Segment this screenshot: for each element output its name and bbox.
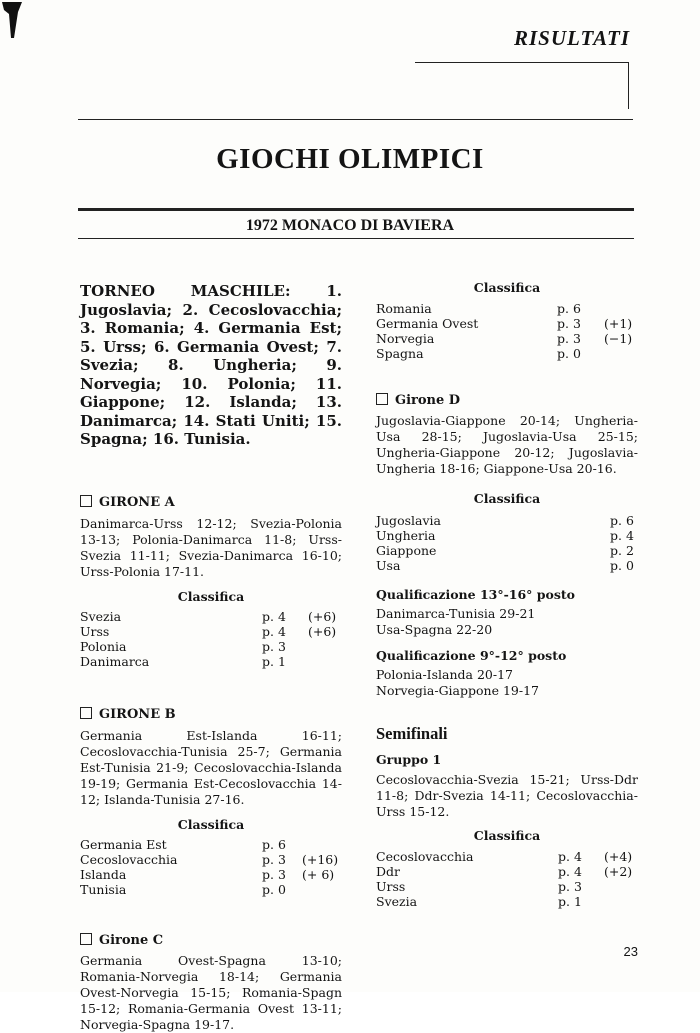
page-title: GIOCHI OLIMPICI [216,143,484,175]
goal-difference: (+2) [604,864,633,879]
checkbox-square-icon [80,933,92,945]
team-points: p. 2 [610,543,634,558]
girone-d-label: Girone D [395,393,461,408]
team-name: Svezia [376,894,418,909]
team-points: p. 3 [557,331,581,346]
team-points: p. 1 [558,894,582,909]
header-rule [78,119,633,120]
team-points: p. 4 [262,623,286,639]
girone-b-label: GIRONE B [99,706,176,722]
girone-a-label: GIRONE A [99,494,175,510]
goal-difference: (+6) [308,623,337,639]
goal-difference: (+ 6) [302,866,335,882]
team-name: Ungheria [376,528,436,543]
girone-b-heading [80,707,342,723]
team-name: Germania Est [80,836,167,852]
team-name: Urss [376,879,406,894]
gruppo-1-classifica-title: Classifica [473,828,541,843]
title-rule-bottom [78,238,634,239]
standings-row [80,837,342,852]
page-number: 23 [623,944,638,959]
title-rule-top [78,208,634,211]
team-points: p. 4 [558,864,582,879]
goal-difference: (+16) [302,851,339,867]
team-points: p. 4 [558,849,582,864]
team-name: Svezia [80,608,122,624]
goal-difference: (+1) [604,316,633,331]
girone-d-heading [376,393,638,409]
team-points: p. 3 [262,638,286,654]
torneo-maschile: TORNEO MASCHILE: 1. Jugoslavia; 2. Cecoslovacchia; 3. Romania; 4. Germania Est; 5. Urss; 6. Germania Ovest; 7. Svezia; 8. Ungheria; 9. Norvegia; 10. Polonia; 11. Giappone; 12. Islanda; 13. Danimarca; 14. Stati Uniti; 15. Spagna; 16. Tunisia. [80,282,342,448]
team-name: Spagna [376,346,424,361]
header-frame [415,62,629,109]
team-points: p. 3 [557,316,581,331]
team-points: p. 0 [262,881,286,897]
team-name: Jugoslavia [376,513,441,528]
right-column [376,280,638,909]
team-name: Tunisia [80,881,127,897]
girone-a-standings [80,609,342,669]
girone-c-results: Germania Ovest-Spagna 13-10; Romania-Norvegia 18-14; Germania Ovest-Norvegia 15-15; Romania-Spagn 15-12; Romania-Germania Ovest 13-11; Norvegia-Spagna 19-17. [80,952,342,1032]
team-points: p. 3 [262,866,286,882]
girone-c-label: Girone C [99,932,164,948]
team-name: Germania Ovest [376,316,479,331]
girone-c-classifica-title: Classifica [473,280,541,295]
gruppo-1-standings [376,849,638,909]
girone-b-classifica-title: Classifica [177,816,245,832]
team-name: Urss [80,623,110,639]
standings-row [80,609,342,624]
girone-c-heading [80,933,342,949]
girone-d-classifica-title: Classifica [473,491,541,506]
qual-9-12-line: Polonia-Islanda 20-17 [376,667,513,682]
team-name: Usa [376,558,401,573]
standings-row [80,654,342,669]
team-points: p. 4 [262,608,286,624]
team-points: p. 1 [262,653,286,669]
qual-9-12-line: Norvegia-Giappone 19-17 [376,683,539,698]
team-name: Cecoslovacchia [80,851,178,867]
goal-difference: (−1) [604,331,633,346]
standings-row [80,867,342,882]
standings-row [376,864,638,879]
team-name: Giappone [376,543,437,558]
team-points: p. 6 [610,513,634,528]
goal-difference: (+6) [308,608,337,624]
standings-row [376,528,638,543]
team-name: Polonia [80,638,127,654]
standings-row [80,639,342,654]
team-points: p. 6 [557,301,581,316]
standings-row [80,882,342,897]
girone-c-standings [376,301,638,361]
standings-row [376,316,638,331]
standings-row [376,543,638,558]
team-points: p. 0 [557,346,581,361]
team-name: Cecoslovacchia [376,849,474,864]
girone-d-results: Jugoslavia-Giappone 20-14; Ungheria-Usa 28-15; Jugoslavia-Usa 25-15; Ungheria-Giappone 20-12; Jugoslavia-Ungheria 18-16; Giappone-Usa 20-16. [376,413,638,476]
standings-row [376,558,638,573]
standings-row [376,331,638,346]
qual-9-12-heading: Qualificazione 9°-12° posto [376,648,567,663]
standings-row [80,852,342,867]
section-heading: RISULTATI [514,26,630,50]
team-name: Romania [376,301,432,316]
corner-mark [0,0,26,40]
standings-row [376,301,638,316]
girone-a-classifica-title: Classifica [177,588,245,604]
girone-a-results: Danimarca-Urss 12-12; Svezia-Polonia 13-13; Polonia-Danimarca 11-8; Urss-Svezia 11-11; Svezia-Danimarca 16-10; Urss-Polonia 17-11. [80,515,342,579]
team-name: Ddr [376,864,400,879]
checkbox-square-icon [376,393,388,405]
team-points: p. 3 [262,851,286,867]
standings-row [376,513,638,528]
qual-13-16-line: Danimarca-Tunisia 29-21 [376,606,536,621]
girone-a-heading [80,495,342,511]
gruppo-1-heading: Gruppo 1 [376,752,442,767]
qual-13-16-heading: Qualificazione 13°-16° posto [376,587,576,602]
girone-b-results: Germania Est-Islanda 16-11; Cecoslovacchia-Tunisia 25-7; Germania Est-Tunisia 21-9; Cecoslovacchia-Islanda 19-19; Germania Est-Cecoslovacchia 14-12; Islanda-Tunisia 27-16. [80,727,342,807]
standings-row [376,894,638,909]
girone-d-standings [376,513,638,573]
left-column [80,282,342,1033]
checkbox-square-icon [80,707,92,719]
standings-row [376,346,638,361]
page-subtitle: 1972 MONACO DI BAVIERA [245,217,455,234]
girone-b-standings [80,837,342,897]
team-name: Islanda [80,866,127,882]
team-points: p. 6 [262,836,286,852]
qual-13-16-line: Usa-Spagna 22-20 [376,622,493,637]
gruppo-1-results: Cecoslovacchia-Svezia 15-21; Urss-Ddr 11-8; Ddr-Svezia 14-11; Cecoslovacchia-Urss 15-12. [376,772,638,819]
team-name: Norvegia [376,331,435,346]
team-name: Danimarca [80,653,150,669]
team-points: p. 4 [610,528,634,543]
checkbox-square-icon [80,495,92,507]
standings-row [80,624,342,639]
standings-row [376,849,638,864]
goal-difference: (+4) [604,849,633,864]
team-points: p. 3 [558,879,582,894]
semifinali-heading: Semifinali [376,724,448,743]
team-points: p. 0 [610,558,634,573]
standings-row [376,879,638,894]
